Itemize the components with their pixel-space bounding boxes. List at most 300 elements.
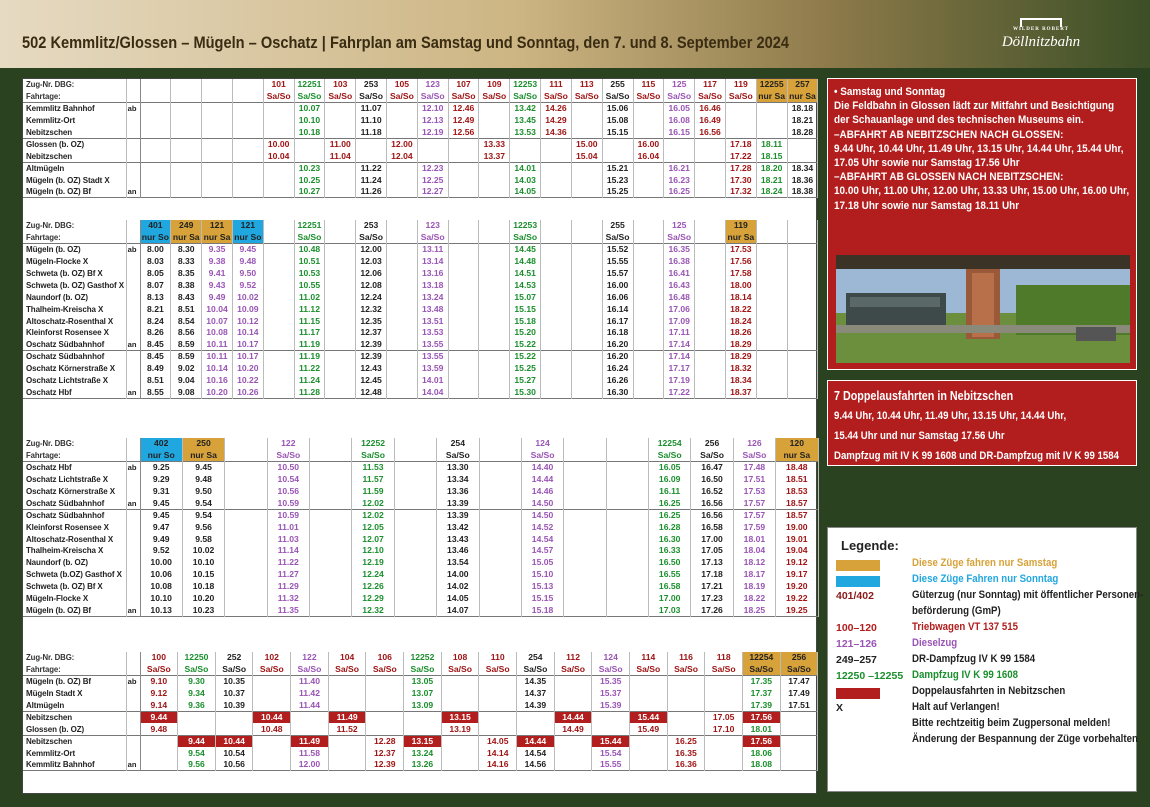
header-spacer [126, 91, 140, 103]
operating-days: nur Sa [787, 91, 818, 103]
time-cell: 16.36 [667, 759, 705, 771]
time-cell [310, 569, 352, 581]
time-cell [541, 327, 572, 339]
time-cell [564, 462, 606, 474]
time-cell: 15.25 [510, 363, 541, 375]
train-number: 252 [215, 652, 253, 664]
time-cell: 18.28 [787, 127, 818, 139]
time-cell: 11.49 [291, 735, 329, 747]
arrival-departure-marker [126, 581, 140, 593]
time-cell: 18.51 [776, 474, 818, 486]
time-cell [541, 375, 572, 387]
time-cell: 18.22 [733, 593, 775, 605]
time-cell: 16.55 [649, 569, 691, 581]
time-cell: 8.51 [171, 303, 202, 315]
time-cell [387, 244, 418, 256]
time-cell: 8.00 [140, 244, 171, 256]
time-cell: 9.10 [140, 676, 178, 688]
train-number: 109 [479, 79, 510, 91]
time-cell [479, 127, 510, 139]
train-number: 114 [630, 652, 668, 664]
time-cell: 13.30 [437, 462, 479, 474]
train-number: 12250 [178, 652, 216, 664]
time-cell: 9.36 [178, 700, 216, 712]
time-cell [140, 186, 171, 198]
time-cell: 16.21 [664, 162, 695, 174]
time-cell [387, 351, 418, 363]
time-cell [232, 162, 263, 174]
header-banner [0, 0, 1150, 68]
time-cell [325, 268, 356, 280]
time-cell: 14.00 [437, 569, 479, 581]
time-cell: 15.37 [592, 688, 630, 700]
time-cell: 11.07 [356, 103, 387, 115]
time-cell [263, 127, 294, 139]
time-cell [571, 279, 602, 291]
time-cell [780, 711, 818, 723]
train-number: 12254 [649, 438, 691, 450]
time-cell: 10.02 [232, 291, 263, 303]
time-cell: 17.57 [733, 497, 775, 509]
header-spacer [126, 232, 140, 244]
time-cell: 17.00 [691, 533, 733, 545]
time-cell [571, 162, 602, 174]
time-cell: 13.19 [441, 723, 479, 735]
time-cell: 19.04 [776, 545, 818, 557]
time-cell [232, 138, 263, 150]
time-cell [448, 303, 479, 315]
station-name: Naundorf (b. OZ) [23, 557, 126, 569]
time-cell [571, 303, 602, 315]
time-cell [571, 339, 602, 351]
time-cell [756, 268, 787, 280]
operating-days: Sa/So [510, 91, 541, 103]
time-cell: 10.54 [267, 474, 309, 486]
time-cell [366, 723, 404, 735]
time-cell [630, 759, 668, 771]
time-cell: 15.15 [602, 127, 633, 139]
time-cell: 8.59 [171, 351, 202, 363]
time-cell: 14.05 [479, 735, 517, 747]
time-cell [517, 711, 555, 723]
time-cell: 14.40 [521, 462, 563, 474]
time-cell [448, 339, 479, 351]
doubles-line: 9.44 Uhr, 10.44 Uhr, 11.49 Uhr, 13.15 Uhr, 14.44 Uhr, [834, 410, 1067, 422]
time-cell [225, 569, 267, 581]
time-cell [541, 386, 572, 398]
station-name: Altoschatz-Rosenthal X [23, 533, 126, 545]
operating-days: nur So [140, 450, 182, 462]
time-cell [705, 688, 743, 700]
time-cell: 10.48 [294, 244, 325, 256]
time-cell: 14.48 [510, 256, 541, 268]
time-cell: 9.41 [202, 268, 233, 280]
time-cell: 8.05 [140, 268, 171, 280]
time-cell: 17.22 [664, 386, 695, 398]
time-cell [756, 291, 787, 303]
time-cell: 18.19 [733, 581, 775, 593]
time-cell: 11.02 [294, 291, 325, 303]
time-cell: 16.33 [649, 545, 691, 557]
time-cell [387, 279, 418, 291]
time-cell [787, 138, 818, 150]
time-cell [756, 339, 787, 351]
time-cell [571, 186, 602, 198]
operating-days: Sa/So [780, 664, 818, 676]
time-cell [394, 581, 436, 593]
time-cell [541, 174, 572, 186]
time-cell: 8.59 [171, 339, 202, 351]
train-number: 12251 [294, 220, 325, 232]
time-cell [756, 303, 787, 315]
info-line: 17.18 Uhr sowie nur Samstag 18.11 Uhr [834, 199, 1020, 212]
time-cell [633, 127, 664, 139]
arrival-departure-marker [126, 303, 140, 315]
time-cell [541, 244, 572, 256]
time-cell [232, 127, 263, 139]
station-name: Oschatz Lichtstraße X [23, 474, 126, 486]
time-cell [479, 279, 510, 291]
time-cell: 15.21 [602, 162, 633, 174]
header-label: Fahrtage: [23, 450, 126, 462]
time-cell: 10.18 [294, 127, 325, 139]
arrival-departure-marker: ab [126, 462, 140, 474]
time-cell: 15.15 [510, 303, 541, 315]
time-cell: 17.28 [725, 162, 756, 174]
operating-days: Sa/So [448, 91, 479, 103]
time-cell [394, 497, 436, 509]
time-cell [441, 700, 479, 712]
time-cell [541, 315, 572, 327]
time-cell [441, 735, 479, 747]
time-cell: 15.10 [521, 569, 563, 581]
operating-days: Sa/So [352, 450, 394, 462]
operating-days [171, 91, 202, 103]
time-cell [448, 138, 479, 150]
time-cell: 11.01 [267, 521, 309, 533]
time-cell: 10.35 [215, 676, 253, 688]
doubles-title: 7 Doppelausfahrten in Nebitzschen [834, 389, 1014, 403]
train-number: 115 [633, 79, 664, 91]
time-cell [171, 162, 202, 174]
railway-photo [836, 255, 1130, 363]
train-number: 101 [263, 79, 294, 91]
operating-days [394, 450, 436, 462]
operating-days: Sa/So [725, 91, 756, 103]
time-cell: 10.04 [202, 303, 233, 315]
double-departures-box [827, 380, 1137, 466]
time-cell: 10.54 [215, 747, 253, 759]
header-label: Zug-Nr. DBG: [23, 79, 126, 91]
time-cell: 14.01 [417, 375, 448, 387]
operating-days: Sa/So [178, 664, 216, 676]
train-number: 120 [776, 438, 818, 450]
time-cell: 10.04 [263, 150, 294, 162]
time-cell: 10.44 [215, 735, 253, 747]
train-number [394, 438, 436, 450]
time-cell: 17.30 [725, 174, 756, 186]
time-cell: 10.11 [202, 351, 233, 363]
time-cell: 16.25 [667, 735, 705, 747]
time-cell: 11.57 [352, 474, 394, 486]
time-cell [325, 127, 356, 139]
time-cell [394, 545, 436, 557]
time-cell: 16.25 [649, 509, 691, 521]
header-spacer [126, 79, 140, 91]
time-cell [541, 339, 572, 351]
operating-days: Sa/So [404, 664, 442, 676]
time-cell: 18.04 [733, 545, 775, 557]
operating-days: Sa/So [649, 450, 691, 462]
operating-days [310, 450, 352, 462]
time-cell [448, 279, 479, 291]
time-cell [695, 268, 726, 280]
train-number: 124 [521, 438, 563, 450]
legend-swatch [836, 688, 880, 699]
time-cell [564, 497, 606, 509]
time-cell: 13.26 [404, 759, 442, 771]
time-cell [606, 569, 648, 581]
time-cell [294, 150, 325, 162]
train-number: 122 [291, 652, 329, 664]
legend-key: 12250 –12255 [836, 670, 904, 682]
time-cell: 11.27 [267, 569, 309, 581]
time-cell [448, 174, 479, 186]
time-cell: 8.55 [140, 386, 171, 398]
time-cell [394, 569, 436, 581]
time-cell [571, 174, 602, 186]
time-cell: 18.57 [776, 509, 818, 521]
time-cell [479, 521, 521, 533]
time-cell: 14.02 [437, 581, 479, 593]
legend-text: Doppelausfahrten in Nebitzschen [912, 685, 1066, 697]
time-cell: 14.07 [437, 604, 479, 616]
time-cell [695, 244, 726, 256]
time-cell: 11.40 [291, 676, 329, 688]
time-cell: 15.55 [592, 759, 630, 771]
train-number: 254 [437, 438, 479, 450]
train-number: 103 [325, 79, 356, 91]
time-cell: 15.44 [592, 735, 630, 747]
station-name: Schweta (b. OZ) Bf X [23, 268, 126, 280]
time-cell [633, 363, 664, 375]
time-cell [479, 375, 510, 387]
time-cell: 16.52 [691, 486, 733, 498]
time-cell [705, 700, 743, 712]
time-cell: 13.55 [417, 351, 448, 363]
time-cell: 13.42 [437, 521, 479, 533]
time-cell [448, 162, 479, 174]
arrival-departure-marker [126, 315, 140, 327]
time-cell: 18.01 [733, 533, 775, 545]
time-cell [571, 375, 602, 387]
time-cell: 10.09 [232, 303, 263, 315]
time-cell [756, 127, 787, 139]
time-cell: 17.23 [691, 593, 733, 605]
train-number: 107 [448, 79, 479, 91]
time-cell [140, 747, 178, 759]
time-cell [787, 315, 818, 327]
time-cell [606, 593, 648, 605]
time-cell: 12.07 [352, 533, 394, 545]
time-cell: 16.20 [602, 339, 633, 351]
header-spacer [126, 450, 140, 462]
time-cell: 10.16 [202, 375, 233, 387]
operating-days [633, 232, 664, 244]
time-cell [356, 138, 387, 150]
time-cell: 11.22 [294, 363, 325, 375]
train-number: 121 [202, 220, 233, 232]
train-number: 12251 [294, 79, 325, 91]
time-cell: 8.49 [140, 363, 171, 375]
time-cell: 14.53 [510, 279, 541, 291]
time-cell [695, 138, 726, 150]
time-cell [633, 162, 664, 174]
time-cell [667, 723, 705, 735]
time-cell [695, 327, 726, 339]
time-cell: 11.17 [294, 327, 325, 339]
time-cell: 14.50 [521, 509, 563, 521]
time-cell [140, 150, 171, 162]
time-cell [387, 103, 418, 115]
time-cell [263, 103, 294, 115]
time-cell: 12.39 [366, 759, 404, 771]
arrival-departure-marker [126, 474, 140, 486]
time-cell: 10.14 [202, 363, 233, 375]
legend-text: beförderung (GmP) [912, 605, 1001, 617]
time-cell: 13.53 [510, 127, 541, 139]
time-cell [225, 509, 267, 521]
time-cell [325, 162, 356, 174]
time-cell [664, 150, 695, 162]
time-cell: 8.43 [171, 291, 202, 303]
time-cell: 10.17 [232, 351, 263, 363]
station-name: Schweta (b.OZ) Gasthof X [23, 569, 126, 581]
time-cell [787, 339, 818, 351]
time-cell: 10.50 [267, 462, 309, 474]
legend-text: Güterzug (nur Sonntag) mit öffentlicher Personen- [912, 589, 1144, 601]
time-cell: 9.47 [140, 521, 182, 533]
operating-days [387, 232, 418, 244]
time-cell [479, 545, 521, 557]
time-cell: 9.45 [140, 497, 182, 509]
time-cell: 17.56 [743, 711, 781, 723]
time-cell: 19.22 [776, 593, 818, 605]
time-cell [633, 268, 664, 280]
train-number: 12252 [404, 652, 442, 664]
header-label: Zug-Nr. DBG: [23, 652, 126, 664]
time-cell: 16.38 [664, 256, 695, 268]
time-cell [171, 186, 202, 198]
time-cell: 10.55 [294, 279, 325, 291]
time-cell [479, 581, 521, 593]
operating-days [140, 91, 171, 103]
arrival-departure-marker [126, 557, 140, 569]
train-number [202, 79, 233, 91]
time-cell: 18.15 [756, 150, 787, 162]
time-cell [787, 150, 818, 162]
arrival-departure-marker [126, 688, 140, 700]
time-cell [479, 593, 521, 605]
time-cell: 15.49 [630, 723, 668, 735]
time-cell [310, 462, 352, 474]
time-cell [479, 711, 517, 723]
time-cell [387, 174, 418, 186]
time-cell: 18.29 [725, 351, 756, 363]
time-cell: 18.32 [725, 363, 756, 375]
time-cell: 9.54 [182, 497, 224, 509]
time-cell: 15.39 [592, 700, 630, 712]
time-cell [633, 375, 664, 387]
time-cell: 14.05 [510, 186, 541, 198]
train-number: 126 [733, 438, 775, 450]
operating-days: Sa/So [291, 664, 329, 676]
time-cell: 13.24 [404, 747, 442, 759]
time-cell [695, 303, 726, 315]
time-cell: 9.48 [140, 723, 178, 735]
time-cell [140, 162, 171, 174]
time-cell: 14.01 [510, 162, 541, 174]
operating-days: Sa/So [630, 664, 668, 676]
legend-item [836, 717, 1128, 733]
time-cell [756, 351, 787, 363]
time-cell: 19.01 [776, 533, 818, 545]
time-cell [263, 386, 294, 398]
time-cell [479, 533, 521, 545]
time-cell [541, 363, 572, 375]
time-cell [667, 676, 705, 688]
time-cell: 14.44 [554, 711, 592, 723]
operating-days: nur Sa [776, 450, 818, 462]
time-cell: 14.05 [437, 593, 479, 605]
time-cell [171, 174, 202, 186]
time-cell [263, 115, 294, 127]
time-cell [633, 279, 664, 291]
time-cell [479, 604, 521, 616]
time-cell: 9.12 [140, 688, 178, 700]
time-cell [564, 521, 606, 533]
time-cell: 16.04 [633, 150, 664, 162]
station-name: Oschatz Südbahnhof [23, 497, 126, 509]
time-cell: 13.59 [417, 363, 448, 375]
time-cell: 11.10 [356, 115, 387, 127]
time-cell [571, 351, 602, 363]
arrival-departure-marker: ab [126, 244, 140, 256]
time-cell: 9.25 [140, 462, 182, 474]
time-cell: 12.49 [448, 115, 479, 127]
time-cell [394, 521, 436, 533]
time-cell [633, 339, 664, 351]
time-cell [328, 759, 366, 771]
time-cell: 16.23 [664, 174, 695, 186]
time-cell [705, 676, 743, 688]
operating-days: Sa/So [263, 91, 294, 103]
operating-days [541, 232, 572, 244]
time-cell [479, 363, 510, 375]
time-cell: 10.53 [294, 268, 325, 280]
time-cell [564, 509, 606, 521]
operating-days [606, 450, 648, 462]
time-cell: 15.04 [571, 150, 602, 162]
time-cell: 16.25 [649, 497, 691, 509]
time-cell: 10.15 [182, 569, 224, 581]
time-cell [328, 688, 366, 700]
time-cell [417, 150, 448, 162]
time-cell: 16.35 [667, 747, 705, 759]
time-cell: 18.20 [756, 162, 787, 174]
arrival-departure-marker [126, 569, 140, 581]
station-name: Oschatz Körnerstraße X [23, 486, 126, 498]
